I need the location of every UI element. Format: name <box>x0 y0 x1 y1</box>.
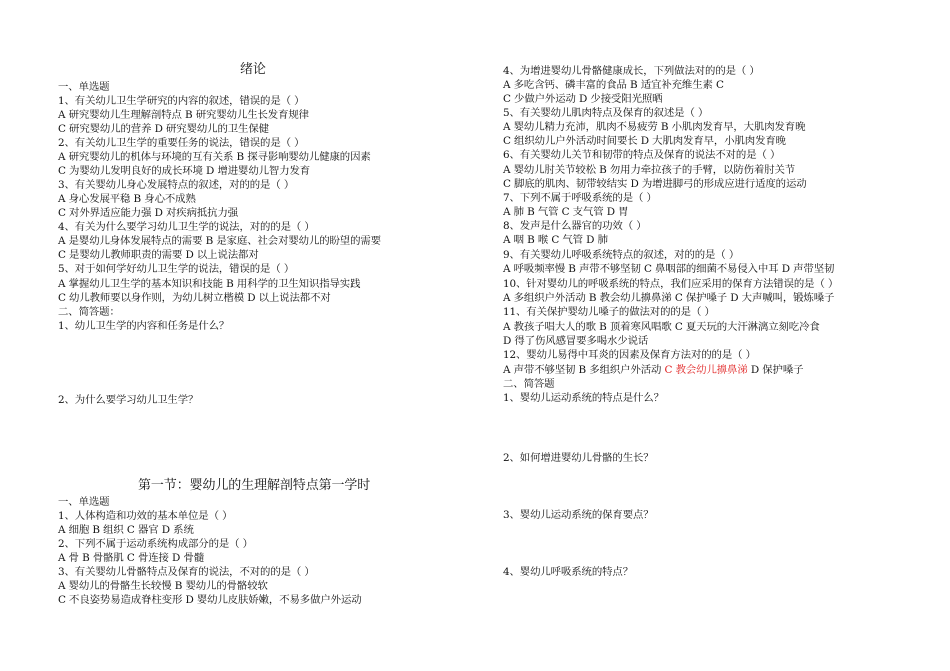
question-r6-options-cd: C 脚底的肌肉、韧带较结实 D 为增进脚弓的形成应进行适度的运动 <box>503 178 807 190</box>
right-short-answer-4: 4、婴幼儿呼吸系统的特点？ <box>503 566 633 578</box>
question-5: 5、对于如何学好幼儿卫生学的说法，错误的是（ ） <box>58 263 295 275</box>
question-3-options-cd: C 对外界适应能力强 D 对疾病抵抗力强 <box>58 207 239 219</box>
question-r9: 9、有关婴幼儿呼吸系统特点的叙述，对的的是（ ） <box>503 249 740 261</box>
question-r7: 7、下列不属于呼吸系统的是（ ） <box>503 192 657 204</box>
lesson-question-2-options: A 骨 B 骨骼肌 C 骨连接 D 骨髓 <box>58 552 205 564</box>
question-r12-option-d: D 保护嗓子 <box>747 364 804 376</box>
question-r11: 11、有关保护婴幼儿嗓子的做法对的的是（ ） <box>503 306 715 318</box>
question-2-options-cd: C 为婴幼儿发明良好的成长环境 D 增进婴幼儿智力发育 <box>58 165 311 177</box>
question-r5-options-cd: C 组织幼儿户外活动时间要长 D 大肌肉发育早，小肌肉发育晚 <box>503 135 786 147</box>
heading-short-answer: 二、简答题： <box>58 306 120 318</box>
heading-single-choice: 一、单选题 <box>58 81 110 93</box>
question-r10-options: A 多组织户外活动 B 教会幼儿擤鼻涕 C 保护嗓子 D 大声喊叫，锻炼嗓子 <box>503 292 835 304</box>
heading-single-choice-2: 一、单选题 <box>58 496 110 508</box>
question-r12-options-ab: A 声带不够坚韧 B 多组织户外活动 <box>503 364 665 376</box>
question-r12-option-c-highlighted: C 教会幼儿擤鼻涕 <box>664 364 748 376</box>
question-1-options-ab: A 研究婴幼儿生理解剖特点 B 研究婴幼儿生长发育规律 <box>58 109 309 121</box>
short-answer-2: 2、为什么要学习幼儿卫生学？ <box>58 394 199 406</box>
question-4: 4、有关为什么要学习幼儿卫生学的说法，对的的是（ ） <box>58 221 315 233</box>
lesson-question-3: 3、有关婴幼儿骨骼特点及保育的说法，不对的的是（ ） <box>58 566 315 578</box>
question-5-options-cd: C 幼儿教师要以身作则，为幼儿树立楷模 D 以上说法都不对 <box>58 292 331 304</box>
lesson-question-3-options-cd: C 不良姿势易造成脊柱变形 D 婴幼儿皮肤娇嫩，不易多做户外运动 <box>58 594 362 606</box>
question-r6: 6、有关婴幼儿关节和韧带的特点及保育的说法不对的是（ ） <box>503 149 781 161</box>
question-r5-options-ab: A 婴幼儿精力充沛，肌肉不易疲劳 B 小肌肉发育早，大肌肉发育晚 <box>503 121 806 133</box>
question-r6-options-ab: A 婴幼儿肘关节较松 B 勿用力牵拉孩子的手臂，以防伤着肘关节 <box>503 164 796 176</box>
question-2-options-ab: A 研究婴幼儿的机体与环境的互有关系 B 探寻影响婴幼儿健康的因素 <box>58 151 371 163</box>
question-3-options-ab: A 身心发展平稳 B 身心不成熟 <box>58 193 196 205</box>
question-r5: 5、有关婴幼儿肌肉特点及保育的叙述是（ ） <box>503 107 709 119</box>
lesson-question-1: 1、人体构造和功效的基本单位是（ ） <box>58 510 233 522</box>
question-4-options-ab: A 是婴幼儿身体发展特点的需要 B 是家庭、社会对婴幼儿的盼望的需要 <box>58 235 381 247</box>
question-3: 3、有关婴幼儿身心发展特点的叙述，对的的是（ ） <box>58 179 295 191</box>
question-r10: 10、针对婴幼儿的呼吸系统的特点，我们应采用的保育方法错误的是（ ） <box>503 278 839 290</box>
lesson-question-3-options-ab: A 婴幼儿的骨骼生长较慢 B 婴幼儿的骨骼较软 <box>58 580 268 592</box>
question-r9-options: A 呼吸频率慢 B 声带不够坚韧 C 鼻咽部的细菌不易侵入中耳 D 声带坚韧 <box>503 263 835 275</box>
question-r8-options: A 咽 B 喉 C 气管 D 肺 <box>503 234 608 246</box>
question-1: 1、有关幼儿卫生学研究的内容的叙述，错误的是（ ） <box>58 95 305 107</box>
right-short-answer-2: 2、如何增进婴幼儿骨骼的生长？ <box>503 452 654 464</box>
question-r11-options-ac: A 教孩子唱大人的歌 B 顶着寒风唱歌 C 夏天玩的大汗淋漓立刻吃冷食 <box>503 321 820 333</box>
question-r4-options-ab: A 多吃含钙、磷丰富的食品 B 适宜补充维生素 C <box>503 79 724 91</box>
question-r4: 4、为增进婴幼儿骨骼健康成长，下列做法对的的是（ ） <box>503 65 760 77</box>
question-2: 2、有关幼儿卫生学的重要任务的说法，错误的是（ ） <box>58 137 305 149</box>
lesson-question-2: 2、下列不属于运动系统构成部分的是（ ） <box>58 538 253 550</box>
short-answer-1: 1、幼儿卫生学的内容和任务是什么？ <box>58 320 230 332</box>
question-r12: 12、婴幼儿易得中耳炎的因素及保育方法对的的是（ ） <box>503 349 756 361</box>
right-short-answer-3: 3、婴幼儿运动系统的保育要点？ <box>503 509 654 521</box>
right-short-answer-1: 1、婴幼儿运动系统的特点是什么？ <box>503 392 664 404</box>
question-r4-options-cd: C 少做户外运动 D 少接受阳光照晒 <box>503 93 663 105</box>
question-4-options-cd: C 是婴幼儿教师职责的需要 D 以上说法都对 <box>58 249 259 261</box>
question-r7-options: A 肺 B 气管 C 支气管 D 胃 <box>503 206 629 218</box>
section-title-intro: 绪论 <box>240 62 266 77</box>
question-r11-option-d: D 得了伤风感冒要多喝水少说话 <box>503 335 649 347</box>
question-5-options-ab: A 掌握幼儿卫生学的基本知识和技能 B 用科学的卫生知识指导实践 <box>58 278 361 290</box>
question-r8: 8、发声是什么器官的功效（ ） <box>503 220 647 232</box>
lesson-question-1-options: A 细胞 B 组织 C 器官 D 系统 <box>58 524 194 536</box>
heading-short-answer-right: 二、简答题 <box>503 378 555 390</box>
section-title-lesson-1: 第一节：婴幼儿的生理解剖特点第一学时 <box>138 478 371 493</box>
question-1-options-cd: C 研究婴幼儿的营养 D 研究婴幼儿的卫生保健 <box>58 123 269 135</box>
question-r12-options <box>503 363 803 377</box>
